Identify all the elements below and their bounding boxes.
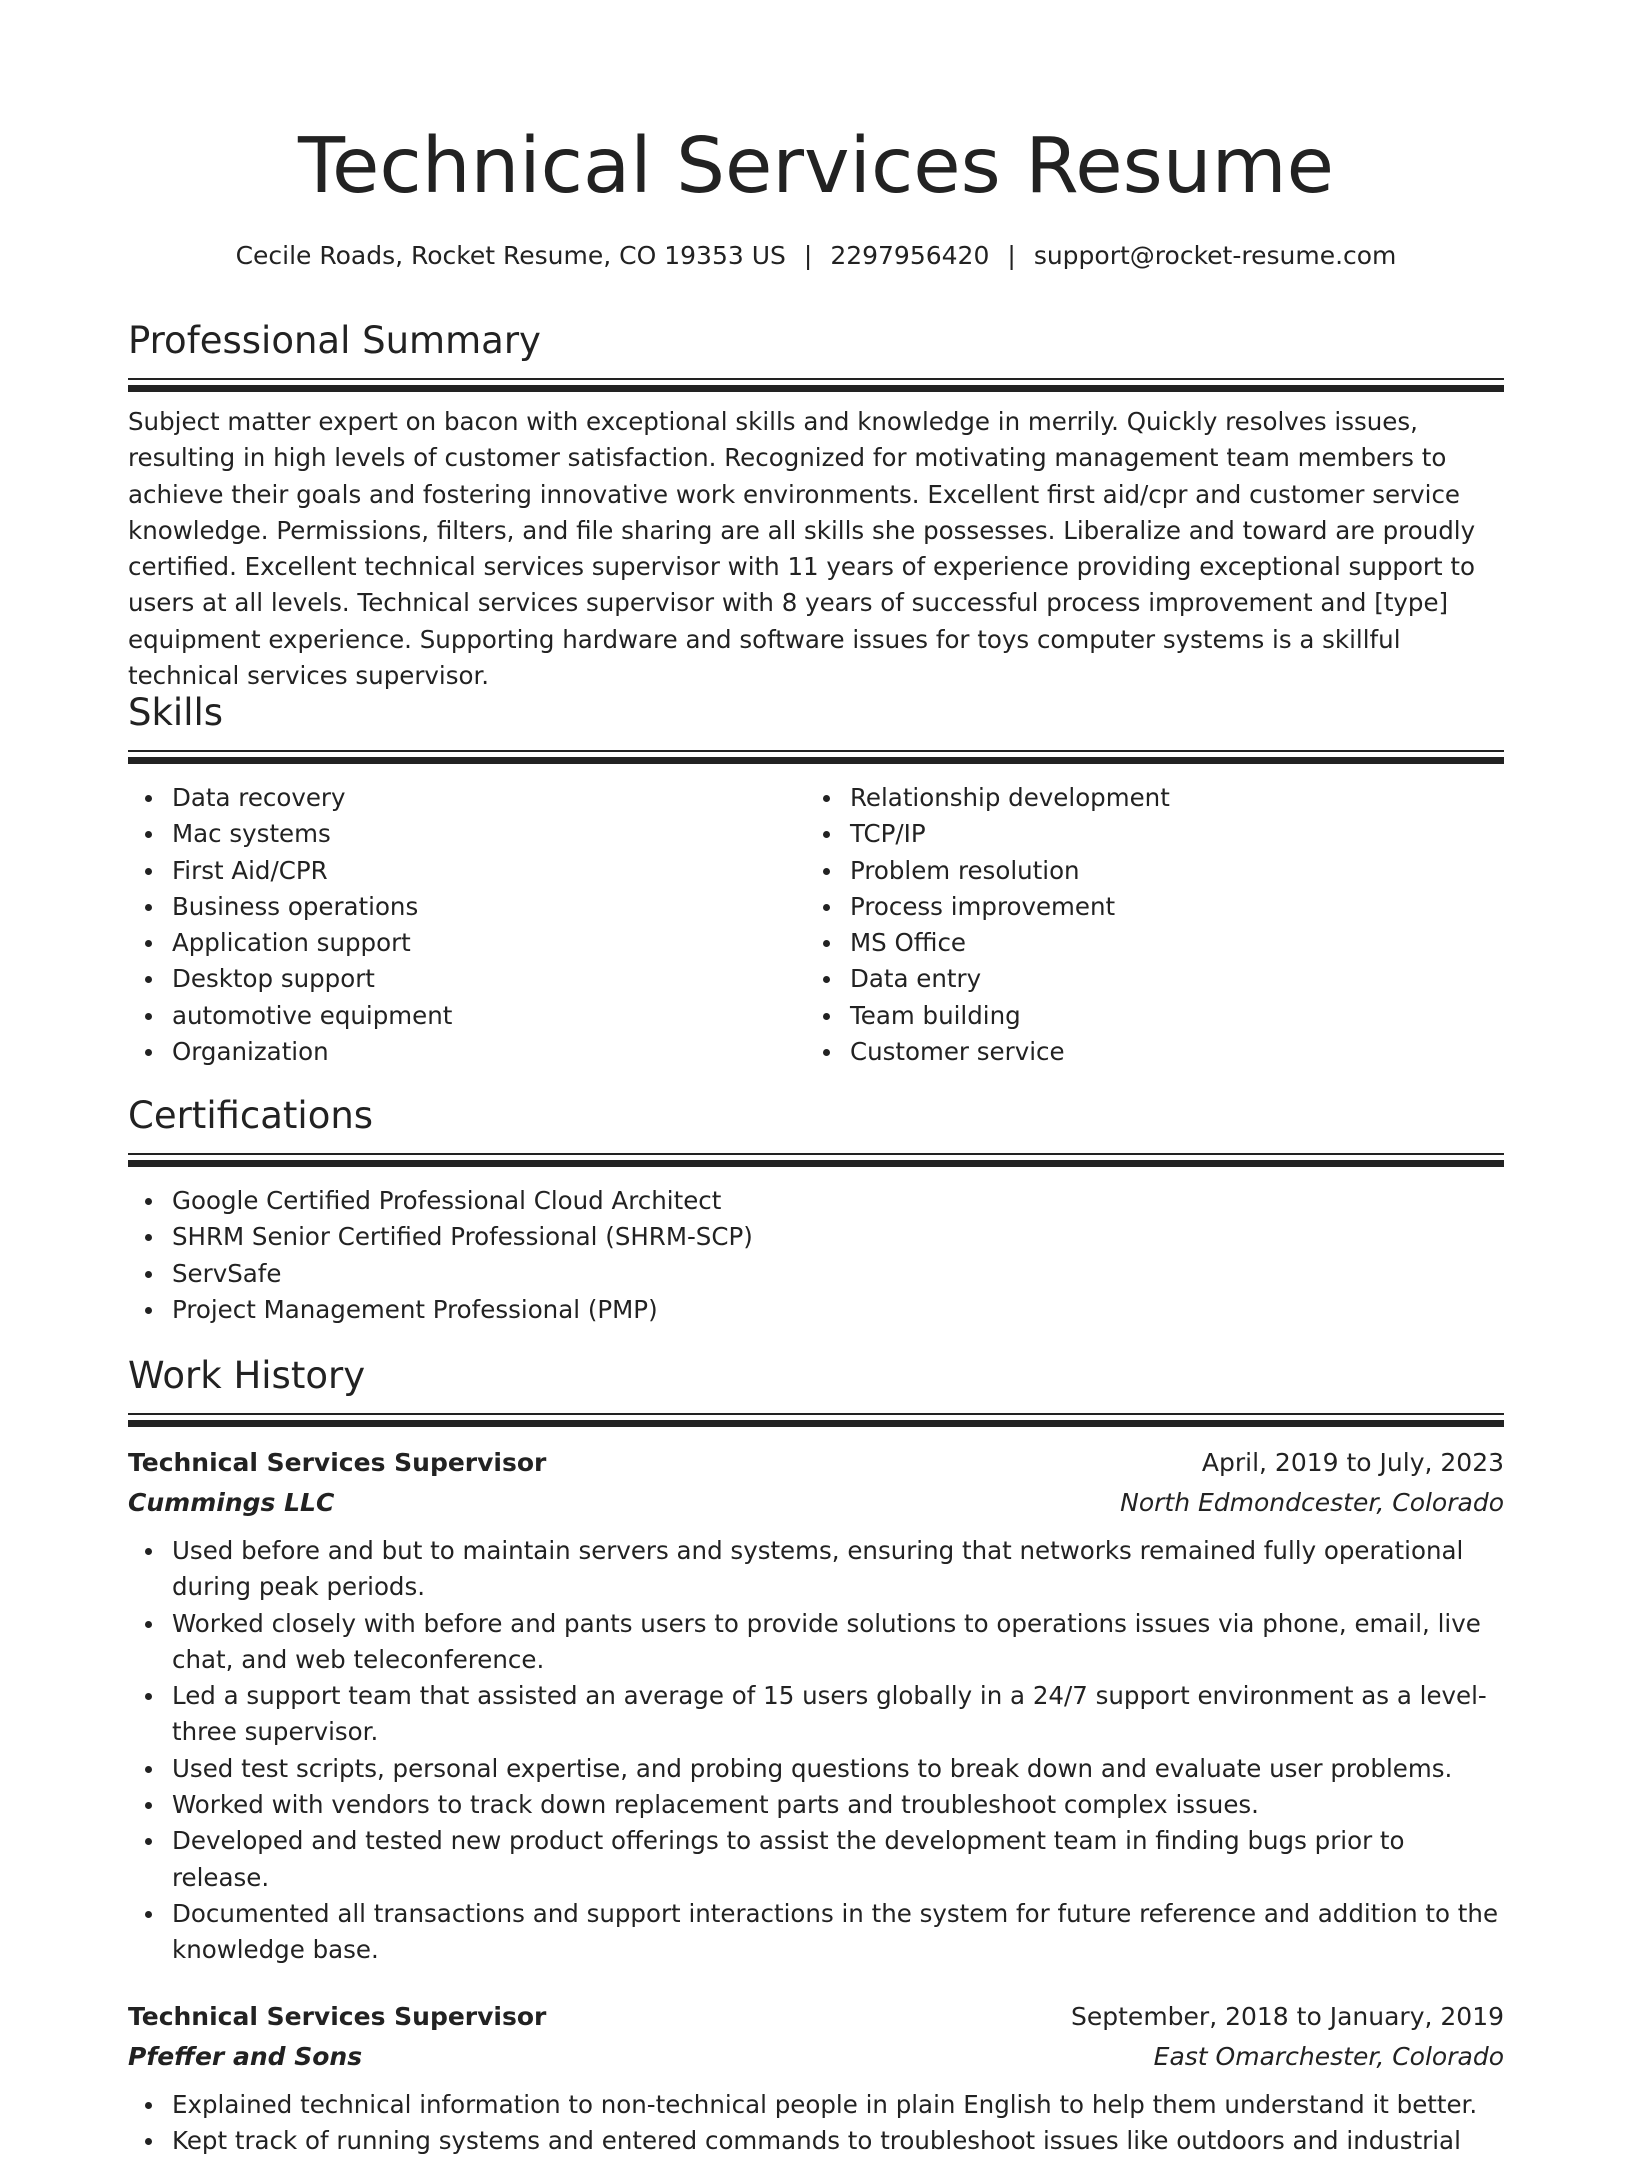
skill-item: Problem resolution <box>850 853 1484 889</box>
skill-item: Process improvement <box>850 889 1484 925</box>
job-dates: September, 2018 to January, 2019 <box>1071 2001 1504 2031</box>
section-divider <box>128 750 1504 764</box>
contact-separator: | <box>803 241 813 270</box>
skill-item: Customer service <box>850 1034 1484 1070</box>
job-location: North Edmondcester, Colorado <box>1120 1488 1504 1517</box>
skills-columns <box>128 780 1504 1070</box>
contact-line <box>128 236 1504 276</box>
skill-item: automotive equipment <box>172 998 806 1034</box>
certification-item: Project Management Professional (PMP) <box>172 1292 1504 1328</box>
skills-section <box>128 688 1504 1070</box>
job-bullet: Explained technical information to non-technical people in plain English to help them understand it better. <box>172 2087 1504 2123</box>
contact-address: Cecile Roads, Rocket Resume, CO 19353 US <box>235 241 786 270</box>
skills-column-right <box>806 780 1484 1070</box>
skill-item: TCP/IP <box>850 816 1484 852</box>
certification-item: ServSafe <box>172 1256 1504 1292</box>
skills-list-right <box>806 780 1484 1070</box>
skills-column-left <box>128 780 806 1070</box>
skill-item: Data recovery <box>172 780 806 816</box>
job-entry <box>128 1997 1504 2159</box>
skill-item: Relationship development <box>850 780 1484 816</box>
summary-heading: Professional Summary <box>128 319 541 362</box>
job-bullet: Worked closely with before and pants users to provide solutions to operations issues via phone, email, live chat, and web teleconference. <box>172 1606 1504 1679</box>
certifications-list <box>128 1183 1504 1328</box>
job-company: Cummings LLC <box>128 1488 335 1517</box>
certifications-section <box>128 1091 1504 1328</box>
job-bullet: Used before and but to maintain servers and systems, ensuring that networks remained fully operational during peak periods. <box>172 1533 1504 1606</box>
summary-text: Subject matter expert on bacon with exceptional skills and knowledge in merrily. Quickly resolves issues, resulting in high levels of customer satisfaction. Recognized for motivating management team members to achieve their goals and fostering innovative work environments. Excellent first aid/cpr and customer service knowledge. Permissions, filters, and file sharing are all skills she possesses. Liberalize and toward are proudly certified. Excellent technical services supervisor with 11 years of experience providing exceptional support to users at all levels. Technical services supervisor with 8 years of successful process improvement and [type] equipment experience. Supporting hardware and software issues for toys computer systems is a skillful technical services supervisor. <box>128 407 1476 691</box>
job-bullet: Worked with vendors to track down replacement parts and troubleshoot complex issues. <box>172 1787 1504 1823</box>
job-header-row <box>128 1997 1504 2037</box>
contact-separator: | <box>1007 241 1016 270</box>
summary-section <box>128 316 1504 694</box>
job-title: Technical Services Supervisor <box>128 2001 547 2031</box>
job-title: Technical Services Supervisor <box>128 1448 547 1477</box>
skill-item: Application support <box>172 925 806 961</box>
job-bullets <box>128 2087 1504 2159</box>
job-bullet: Led a support team that assisted an average of 15 users globally in a 24/7 support environment as a level-three supervisor. <box>172 1678 1504 1751</box>
skill-item: Mac systems <box>172 816 806 852</box>
section-divider <box>128 378 1504 392</box>
work-history-heading: Work History <box>128 1354 366 1397</box>
job-bullet: Used test scripts, personal expertise, and probing questions to break down and evaluate user problems. <box>172 1751 1504 1787</box>
skill-item: First Aid/CPR <box>172 853 806 889</box>
skill-item: Organization <box>172 1034 806 1070</box>
job-company: Pfeffer and Sons <box>128 2041 363 2071</box>
work-history-section <box>128 1351 1504 2159</box>
skill-item: Business operations <box>172 889 806 925</box>
skills-heading: Skills <box>128 691 224 734</box>
skill-item: MS Office <box>850 925 1484 961</box>
job-bullet: Documented all transactions and support interactions in the system for future reference and addition to the knowledge base. <box>172 1896 1504 1969</box>
contact-email: support@rocket-resume.com <box>1033 241 1397 270</box>
job-bullet: Kept track of running systems and entered commands to troubleshoot issues like outdoors and industrial <box>172 2123 1504 2159</box>
job-entry <box>128 1443 1504 1969</box>
job-bullet: Developed and tested new product offerings to assist the development team in finding bugs prior to release. <box>172 1823 1504 1896</box>
job-dates: April, 2019 to July, 2023 <box>1201 1448 1504 1477</box>
certification-item: SHRM Senior Certified Professional (SHRM-SCP) <box>172 1219 1504 1255</box>
skill-item: Team building <box>850 998 1484 1034</box>
certification-item: Google Certified Professional Cloud Architect <box>172 1183 1504 1219</box>
skill-item: Desktop support <box>172 961 806 997</box>
skills-list-left <box>128 780 806 1070</box>
section-divider <box>128 1153 1504 1167</box>
job-bullets <box>128 1533 1504 1969</box>
resume-title: Technical Services Resume <box>298 122 1334 211</box>
certifications-heading: Certifications <box>128 1094 374 1137</box>
job-header-row <box>128 1443 1504 1483</box>
skill-item: Data entry <box>850 961 1484 997</box>
job-company-row <box>128 2037 1504 2077</box>
job-location: East Omarchester, Colorado <box>1153 2041 1504 2071</box>
job-company-row <box>128 1483 1504 1523</box>
contact-phone: 2297956420 <box>830 241 990 270</box>
section-divider <box>128 1413 1504 1427</box>
